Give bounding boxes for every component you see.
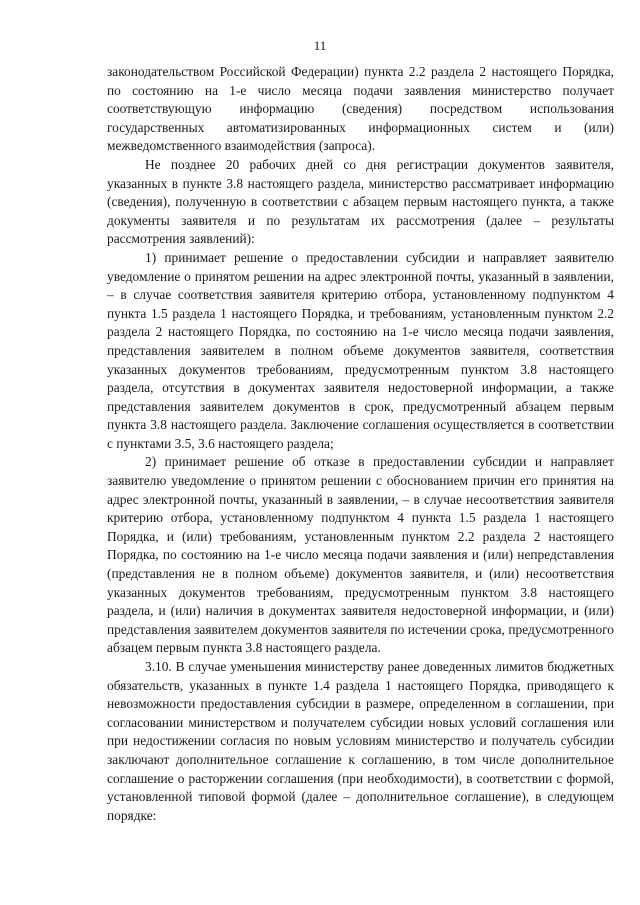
paragraph-item-2: 2) принимает решение об отказе в предоставлении субсидии и направляет заявителю уведомление о принятом решении с обоснованием причин его принятия на адрес электронной почты, указанный в заявлении, – в случае несоответствия заявителя критерию отбора, установленному подпунктом 4 пункта 1.5 раздела 1 настоящего Порядка, и (или) требованиям, установленным пунктом 2.2 раздела 2 настоящего Порядка, по состоянию на 1-е число месяца подачи заявления и (или) непредставления (представления не в полном объеме) документов заявителя, и (или) несоответствия указанных документов требованиям, предусмотренным пунктом 3.8 настоящего раздела, и (или) наличия в документах заявителя недостоверной информации, и (или) представления заявителем документов заявителя по истечении срока, предусмотренного абзацем первым пункта 3.8 настоящего раздела. xyxy=(107,454,614,656)
paragraph-deadline: Не позднее 20 рабочих дней со дня регистрации документов заявителя, указанных в пункте 3.8 настоящего раздела, министерство рассматривает информацию (сведения), полученную в соответствии с абзацем первым настоящего пункта, а также документы заявителя и по результатам их рассмотрения (далее – результаты рассмотрения заявлений): xyxy=(107,156,614,247)
paragraph-continuation: законодательством Российской Федерации) пункта 2.2 раздела 2 настоящего Порядка, по состоянию на 1-е число месяца подачи заявления министерство получает соответствующую информацию (сведения) посредством использования государственных автоматизированных информационных систем и (или) межведомственного взаимодействия (запроса). xyxy=(107,64,614,154)
paragraph-section-3-10: 3.10. В случае уменьшения министерству ранее доведенных лимитов бюджетных обязательств, указанных в пункте 1.4 раздела 1 настоящего Порядка, приводящего к невозможности предоставления субсидии в размере, определенном в соглашении, при согласовании министерством и получателем субсидии новых условий соглашения или при недостижении согласия по новым условиям министерство и получатель субсидии заключают дополнительное соглашение к соглашению, в том числе дополнительное соглашение о расторжении соглашения (при необходимости), в соответствии с формой, установленной типовой формой (далее – дополнительное соглашение), в следующем порядке: xyxy=(107,659,614,823)
paragraph-item-1: 1) принимает решение о предоставлении субсидии и направляет заявителю уведомление о принятом решении на адрес электронной почты, указанный в заявлении, – в случае соответствия заявителя критерию отбора, установленному подпунктом 4 пункта 1.5 раздела 1 настоящего Порядка, и требованиям, установленным пунктом 2.2 раздела 2 настоящего Порядка, по состоянию на 1-е число месяца подачи заявления, представления заявителем в полном объеме документов заявителя, соответствия указанных документов требованиям, предусмотренным пунктом 3.8 настоящего раздела, отсутствия в документах заявителя недостоверной информации, а также представления заявителем документов в срок, предусмотренный абзацем первым пункта 3.8 настоящего раздела. Заключение соглашения осуществляется в соответствии с пунктами 3.5, 3.6 настоящего раздела; xyxy=(107,249,614,451)
page-number: 11 xyxy=(313,38,327,53)
document-body xyxy=(107,63,614,825)
